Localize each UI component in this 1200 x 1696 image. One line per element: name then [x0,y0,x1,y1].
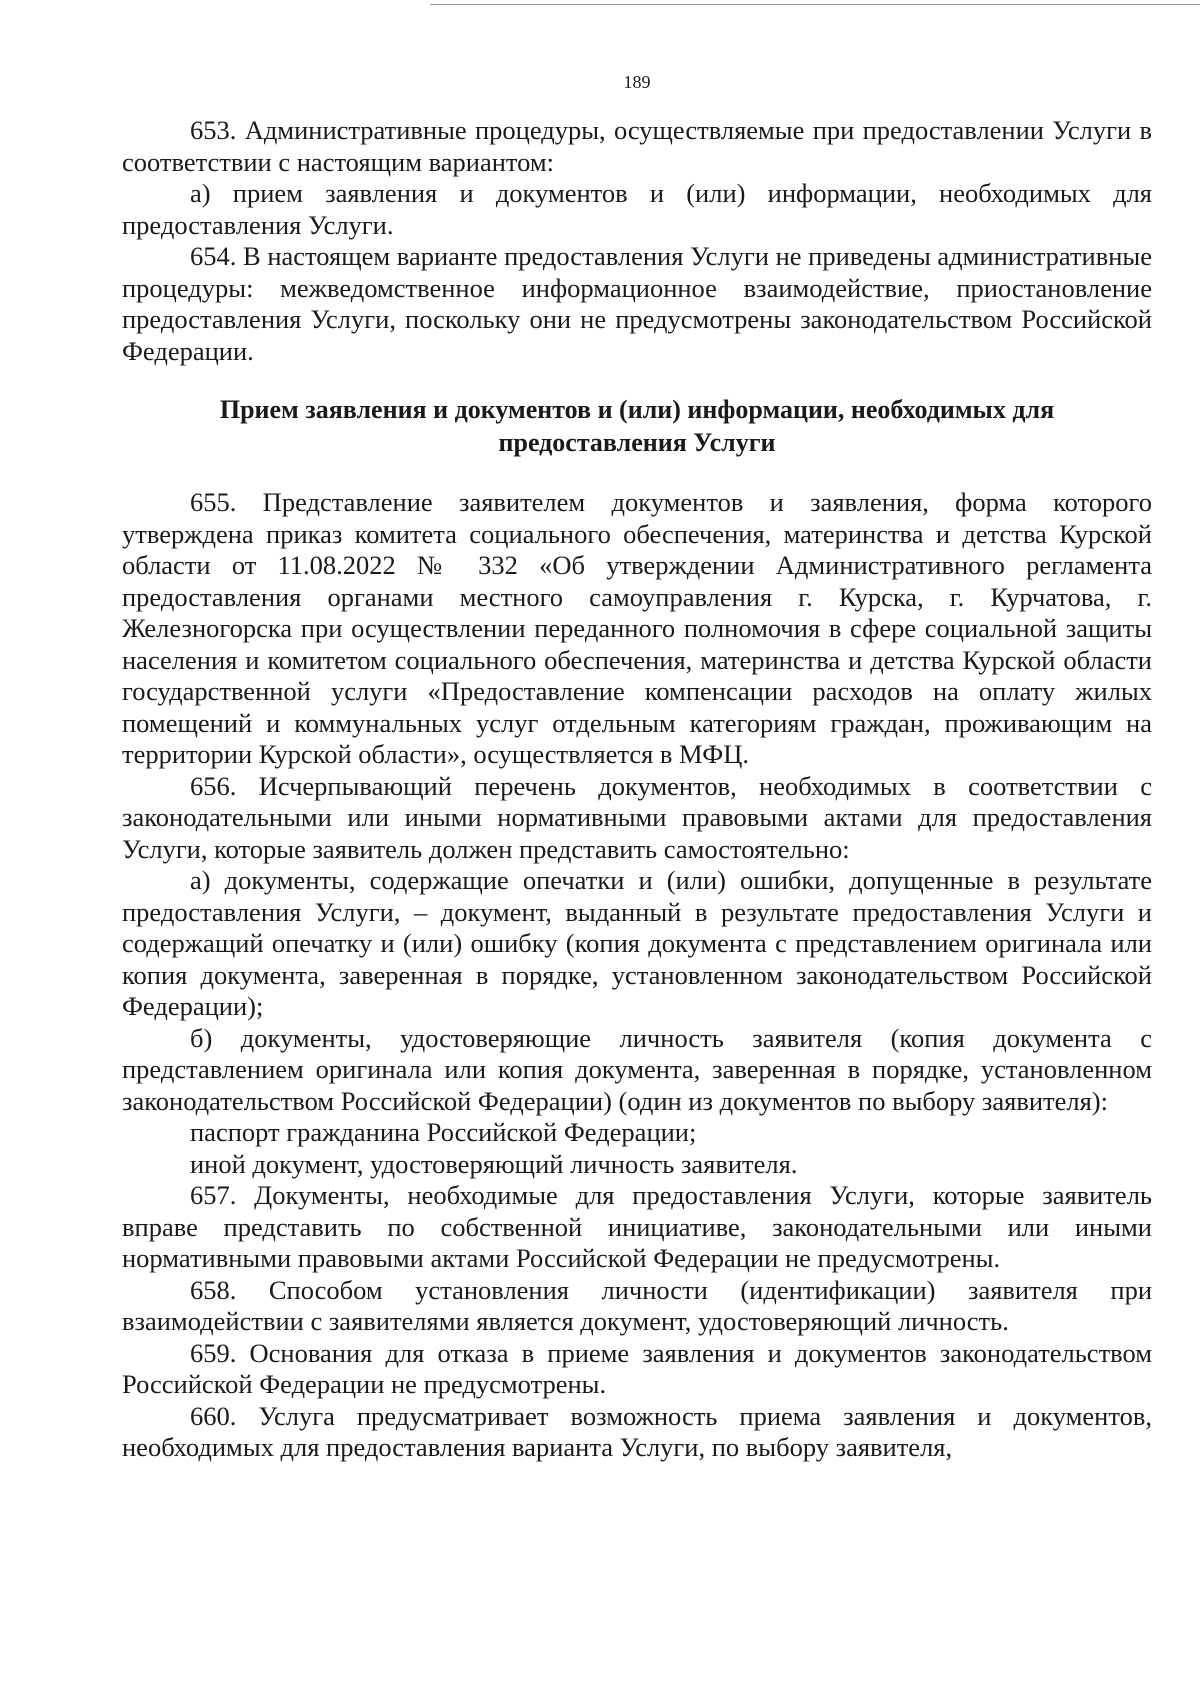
section-heading: Прием заявления и документов и (или) информации, необходимых для предоставления Услуги [219,395,1055,457]
page-number: 189 [623,72,651,92]
top-scan-line [430,4,1200,5]
paragraph-653: 653. Административные процедуры, осуществляемые при предоставлении Услуги в соответствии с настоящим вариантом: [122,115,1152,177]
list-line-other-document: иной документ, удостоверяющий личность заявителя. [190,1148,798,1179]
paragraph-659: 659. Основания для отказа в приеме заявления и документов законодательством Российской Федерации не предусмотрены. [122,1337,1152,1399]
document-page [122,72,1152,1464]
paragraph-654: 654. В настоящем варианте предоставления Услуги не приведены административные процедуры: межведомственное информационное взаимодействие, приостановление предоставления Услуги, поскольку они не предусмотрены законодательством Российской Федерации. [122,241,1152,366]
paragraph-660: 660. Услуга предусматривает возможность приема заявления и документов, необходимых для предоставления варианта Услуги, по выбору заявителя, [122,1400,1152,1462]
paragraph-658: 658. Способом установления личности (идентификации) заявителя при взаимодействии с заявителями является документ, удостоверяющий личность. [122,1274,1152,1336]
paragraph-656: 656. Исчерпывающий перечень документов, необходимых в соответствии с законодательными или иными нормативными правовыми актами для предоставления Услуги, которые заявитель должен представить самостоятельно: [122,770,1152,864]
paragraph-655: 655. Представление заявителем документов и заявления, форма которого утверждена приказ комитета социального обеспечения, материнства и детства Курской области от 11.08.2022 № 332 «Об утверждении Административного регламента предоставления органами местного самоуправления г. Курска, г. Курчатова, г. Железногорска при осуществлении переданного полномочия в сфере социальной защиты населения и комитетом социального обеспечения, материнства и детства Курской области государственной услуги «Предоставление компенсации расходов на оплату жилых помещений и коммунальных услуг отдельным категориям граждан, проживающим на территории Курской области», осуществляется в МФЦ. [122,487,1152,769]
paragraph-657: 657. Документы, необходимые для предоставления Услуги, которые заявитель вправе представить по собственной инициативе, законодательными или иными нормативными правовыми актами Российской Федерации не предусмотрены. [122,1180,1152,1273]
paragraph-656-item-a: а) документы, содержащие опечатки и (или) ошибки, допущенные в результате предоставления Услуги, – документ, выданный в результате предоставления Услуги и содержащий опечатку и (или) ошибку (копия документа с представлением оригинала или копия документа, заверенная в порядке, установленном законодательством Российской Федерации); [122,865,1152,1021]
list-line-passport: паспорт гражданина Российской Федерации; [190,1117,697,1147]
paragraph-653-item-a: а) прием заявления и документов и (или) информации, необходимых для предоставления Услуги. [122,178,1152,240]
paragraph-656-item-b: б) документы, удостоверяющие личность заявителя (копия документа с представлением оригинала или копия документа, заверенная в порядке, установленном законодательством Российской Федерации) (один из документов по выбору заявителя): [122,1022,1152,1116]
